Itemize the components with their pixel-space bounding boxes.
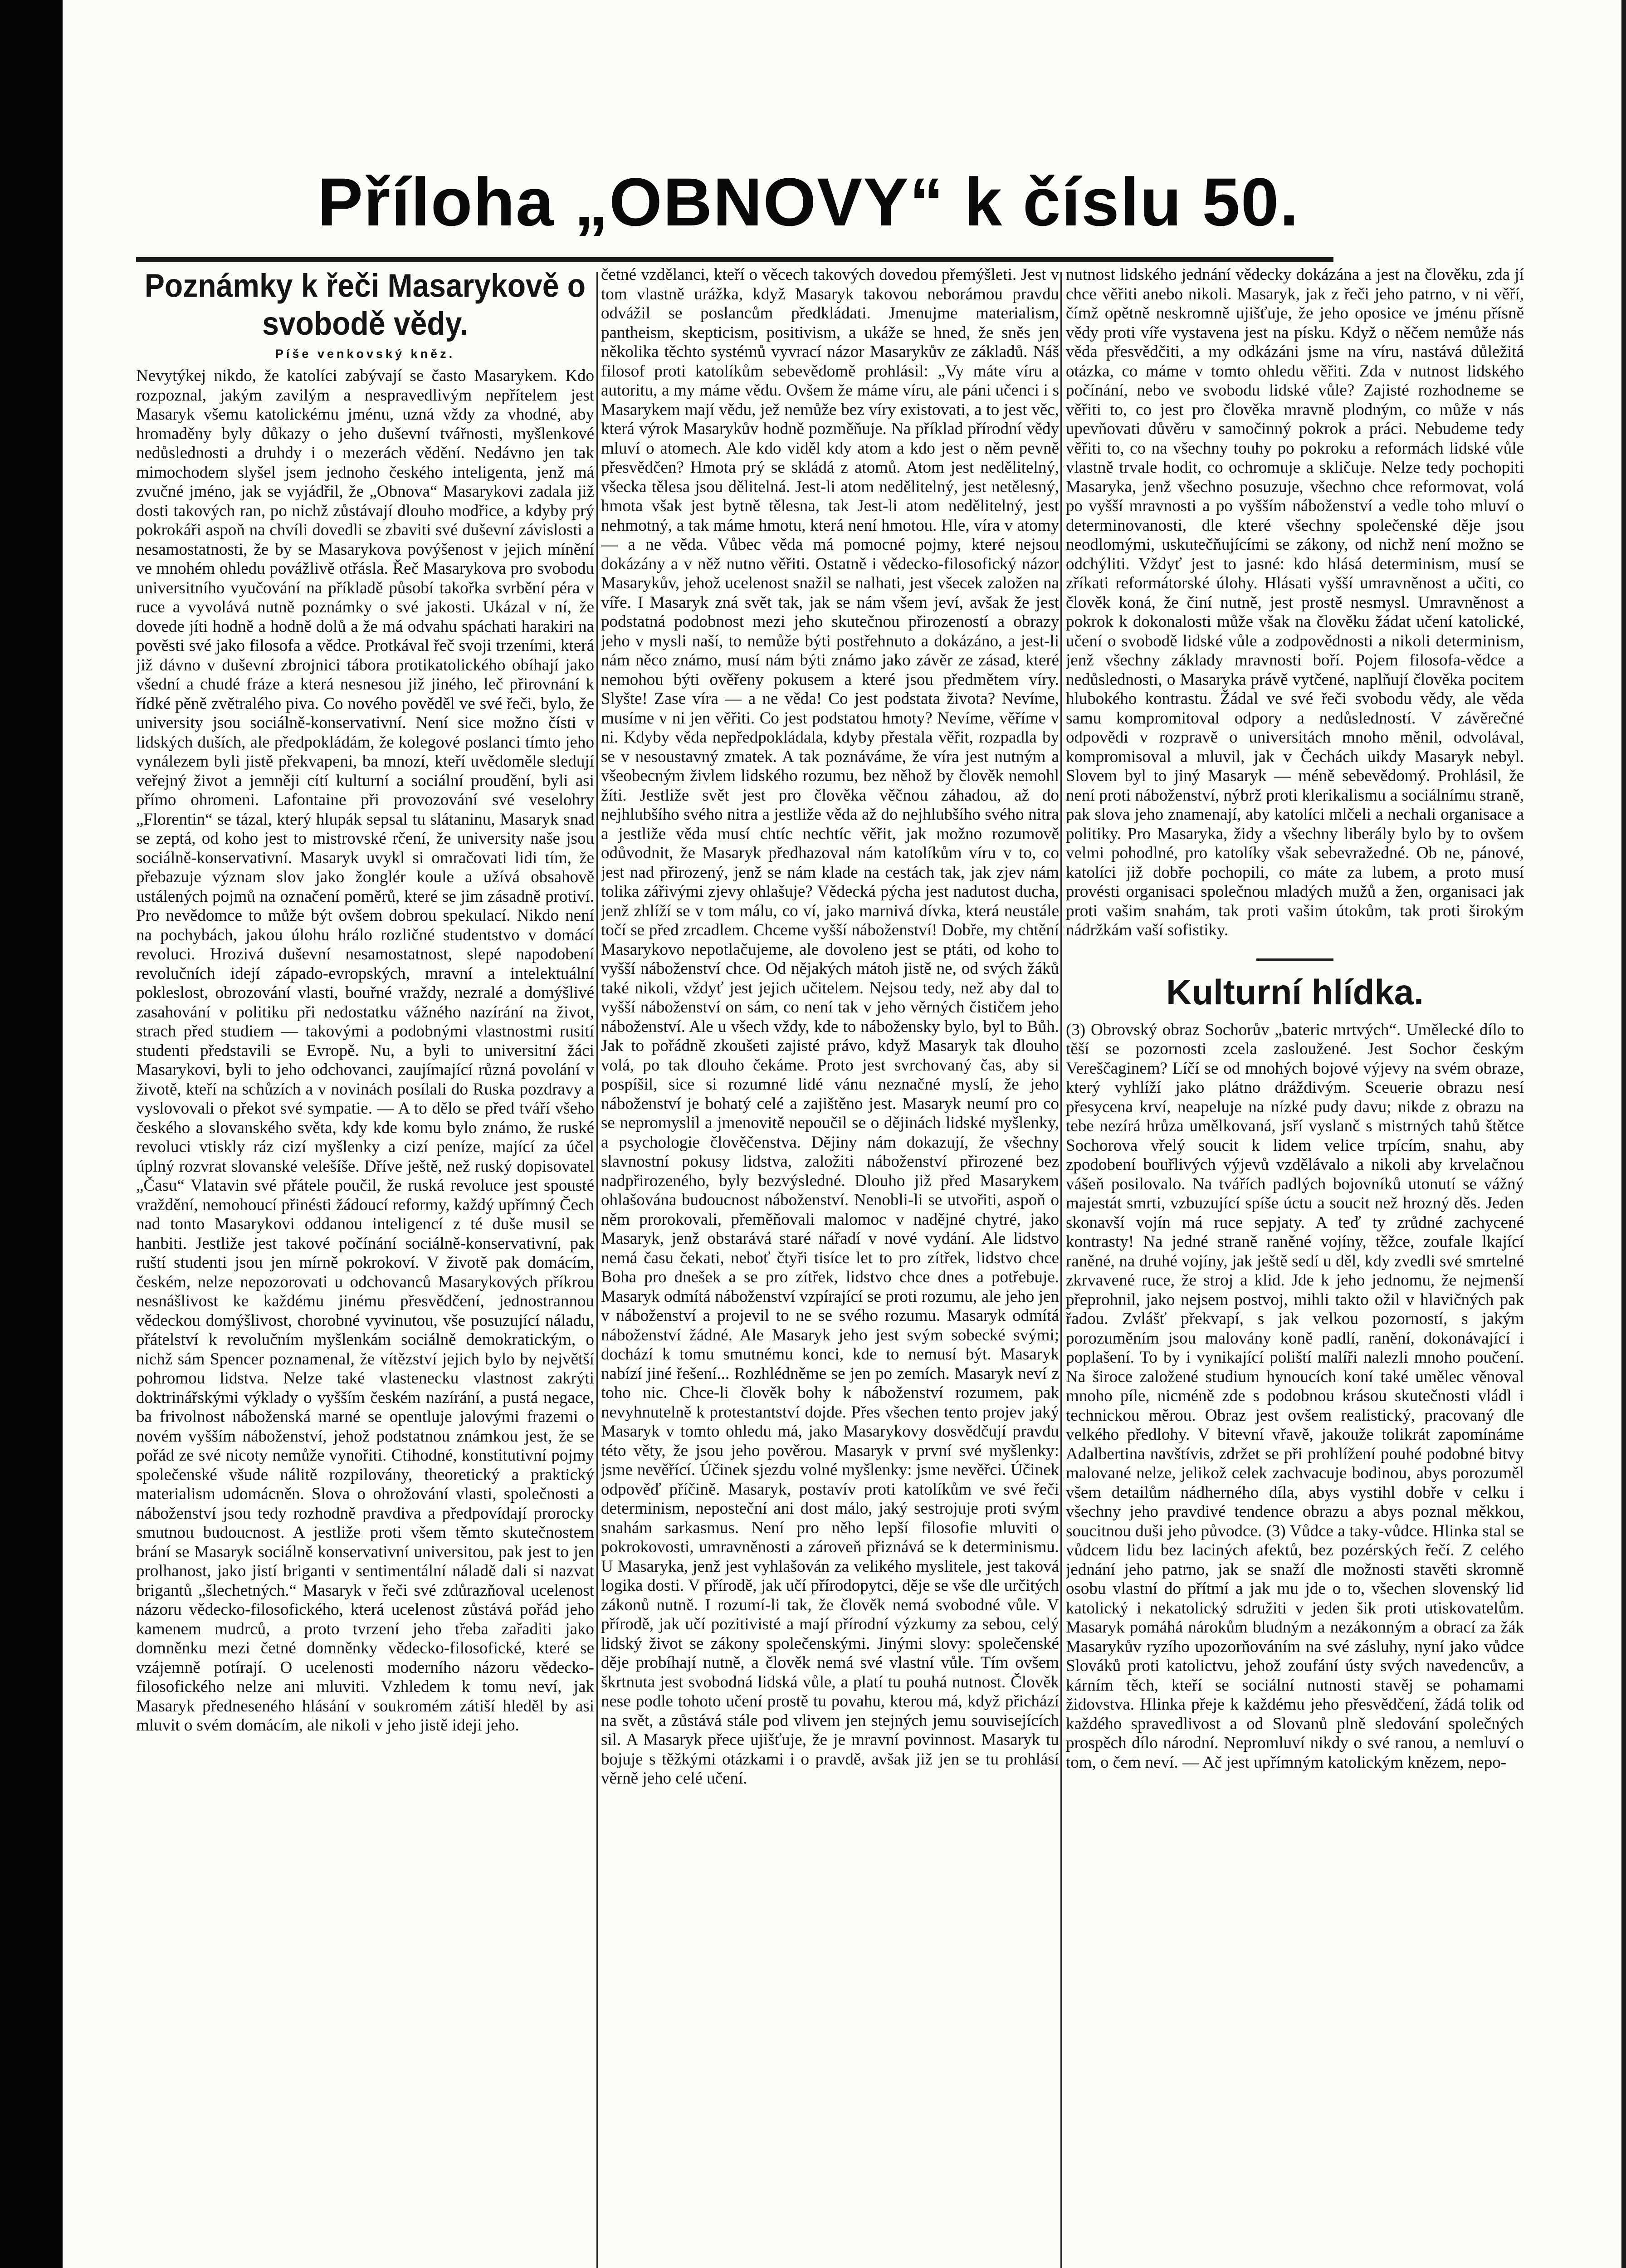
article-body-col3: nutnost lidského jednání vědecky dokázána a jest na člověku, zda jí chce věřiti anebo nikoli. Masaryk, jak z řeči jeho patrno, v ni věří, čímž opětně neskromně ujišťuje, že jeho oposice ve jménu přísně vědy proti víře vystavena jest na písku. Když o něčem nemůže nás věda přesvědčiti, a my odkázáni jsme na víru, nastává důležitá otázka, co máme v tomto ohledu věřiti. Zda v nutnost lidského počínání, nebo ve svobodu lidské vůle? Zajisté rozhodneme se věřiti to, co jest pro člověka mravně plodným, co může v nás upevňovati důvěru v samočinný pokrok a práci. Nebudeme tedy věřiti to, co na všechny touhy po pokroku a reformách lidské vůle vlastně trvale hodit, co ochromuje a skličuje. Nelze tedy pochopiti Masaryka, jenž všechno posuzuje, všechno chce reformovat, volá po vyšší mravnosti a po vyšším náboženství a vedle toho mluví o determinovanosti, dle které všechny společenské děje jsou neodlomými, uskutečňujícími se zákony, od nichž není možno se odchýliti. Vždyť jest to jasné: kdo hlásá determinism, musí se zříkati reformátorské úlohy. Hlásati vyšší umravněnost a učiti, co člověk koná, že činí nutně, jest prostě nesmysl. Umravněnost a pokrok k dokonalosti může však na člověku žádat učení katolické, učení o svobodě lidské vůle a zodpovědnosti a nikoli determinism, jenž všechny základy mravnosti boří. Pojem filosofa-vědce a nedůslednosti, o Masaryka právě vytčené, naplňují člověka pocitem hlubokého kontrastu. Žádal ve své řeči svobodu vědy, ale věda samu kompromitoval odpory a nedůsledností. V závěrečné odpovědi v rozpravě o universitách mnoho měnil, odvolával, kompromisoval a mluvil, jak v Čechách uikdy Masaryk nebyl. Slovem byl to jiný Masaryk — méně sebevědomý. Prohlásil, že není proti náboženství, nýbrž proti klerikalismu a sociálnímu straně, pak slova jeho znamenají, aby katolíci mlčeli a nechali organisace a politiky. Pro Masaryka, židy a všechny liberály bylo by to ovšem velmi pohodlné, pro katolíky však sebevražedné. Ob ne, pánové, katolíci již dobře pochopili, co máte za lubem, a proto musí provésti organisaci společnou mladých mužů a žen, organisaci jak proti vašim snahám, tak proti vašim útokům, tak proti širokým nádržkám vaší sofistiky. [1066,265,1524,939]
column-divider-1 [596,272,598,2268]
column-divider-2 [1060,272,1062,2268]
page-headline: Příloha „OBNOVY“ k číslu 50. [317,164,1300,240]
scan-right-edge [1621,0,1626,2268]
article-body-col2: četné vzdělanci, kteří o věcech takových dovedou přemýšleti. Jest v tom vlastně urážka, když Masaryk takovou neborámou pravdu odvážil se poslancům předkládati. Jmenujme materialism, pantheism, skepticism, positivism, a ukáže se hned, že sněs jen několika těchto systémů vyvrací názor Masarykův ze základů. Náš filosof proti katolíkům sebevědomě prohlásil: „Vy máte víru a autoritu, a my máme vědu. Ovšem že máme víru, ale páni učenci i s Masarykem mají vědu, jež nemůže bez víry existovati, a to jest věc, která výrok Masarykův hodně pozměňuje. Na příklad přírodní vědy mluví o atomech. Ale kdo viděl kdy atom a kdo jest o něm pevně přesvědčen? Hmota prý se skládá z atomů. Atom jest nedělitelný, všecka tělesa jsou dělitelná. Jest-li atom nedělitelný, jest netělesný, hmota však jest bytně tělesna, tak Jest-li atom nedělitelný, jest nehmotný, a tak máme hmotu, která není hmotou. Hle, víra v atomy — a ne věda. Vůbec věda má pomocné pojmy, které nejsou dokázány a v něž nutno věřiti. Ostatně i vědecko-filosofický názor Masarykův, jehož ucelenost snažil se nalhati, jest všecek založen na víře. I Masaryk zná svět tak, jak se nám všem jeví, avšak že jest podstatná podobnost mezi jeho skutečnou přirozeností a obrazy jeho v mysli naší, to nemůže býti postřehnuto a dokázáno, a jest-li nám něco známo, musí nám býti známo jako závěr ze zásad, které nemohou býti ověřeny pokusem a které jsou předmětem víry. Slyšte! Zase víra — a ne věda! Co jest podstata života? Nevíme, musíme v ni jen věřiti. Co jest podstatou hmoty? Nevíme, věříme v ni. Kdyby věda nepředpokládala, kdyby přestala věřit, rozpadla by se v nesoustavný zmatek. A tak poznáváme, že víra jest nutným a všeobecným živlem lidského rozumu, bez něhož by člověk nemohl žíti. Jestliže svět jest pro člověka věčnou záhadou, až do nejhlubšího svého nitra a jestliže věda až do nejhlubšího svého nitra a jestliže věda musí chtíc nechtíc věřit, jak možno rozumově odůvodnit, že Masaryk předhazoval nám katolíkům víru v to, co jest nad přirozený, jenž se nám klade na cestách tak, jak zjev nám tolika zářivými zjevy ohlašuje? Vědecká pýcha jest nadutost ducha, jenž zhlíží se v tom málu, co ví, jako marnivá dívka, která neustále točí se před zrcadlem. Chceme vyšší náboženství! Dobře, my chtění Masarykovo nepotlačujeme, ale dovoleno jest se ptáti, od koho to vyšší náboženství chce. Od nějakých mátoh jistě ne, od svých žáků také nikoli, vždyť jest jejich učitelem. Nejsou tedy, než aby dal to vyšší náboženství on sám, co není tak v jeho věrných čističem jeho náboženství. Ale u všech vždy, kde to nábožensky bylo, byl to Bůh. Jak to pořádně zkoušeti zajisté právo, když Masaryk tak dlouho volá, po tak dlouho čekáme. Proto jest svrchovaný čas, aby si pospíšil, sice si rozumné lidé vánu neznačné myslí, že jeho náboženství je bohatý celé a zajištěno jest. Masaryk neumí pro co se nepromyslil a jmenovitě nepoučil se o dějinách lidské myšlenky, a psychologie člověčenstva. Dějiny nám dokazují, že všechny slavnostní pokusy lidstva, založiti náboženství přirozené bez nadpřirozeného, byly bezvýsledné. Dlouho již před Masarykem ohlašována budoucnost náboženství. Nenobli-li se utvořiti, aspoň o něm prorokovali, přeměňovali malomoc v nadějné chytré, jako Masaryk, jenž obstarává staré nářadí v nové vydání. Ale lidstvo nemá času čekati, neboť čtyři tisíce let to pro zítřek, lidstvo chce Boha pro dnešek a se pro zítřek, lidstvo chce dnes a potřebuje. Masaryk odmítá náboženství vzpírající se proti rozumu, ale jeho jen v náboženství a projevil to ne se svého rozumu. Masaryk odmítá náboženství žádné. Ale Masaryk jeho jest svým sobecké svými; dochází k tomu smutnému konci, kde to nemusí být. Masaryk nabízí jiné řešení... Rozhlédněme se jen po zemích. Masaryk neví z toho nic. Chce-li člověk bohy k náboženství rozumem, pak nevyhnutelně k protestantství dojde. Přes všechen tento projev jaký Masaryk v tomto ohledu má, jako Masarykovy dosvědčují pravdu této věty, že jsou jeho pověrou. Masaryk v první své myšlenky: jsme nevěřící. Účinek sjezdu volné myšlenky: jsme nevěřci. Účinek odpověď příčině. Masaryk, postavív proti katolíkům ve své řeči determinism, neposteční ani dost málo, jaký sestrojuje proti svým snahám sarkasmus. Není pro něho lepší filosofie mluviti o pokrokovosti, umravněnosti a zároveň přiznává se k determinismu. U Masaryka, jenž jest vyhlašován za velikého myslitele, jest taková logika dosti. V přírodě, jak učí přírodopytci, děje se vše dle určitých zákonů nutně. I rozumí-li tak, že člověk nemá svobodné vůle. V přírodě, jak učí pozitivisté a mají přírodní výzkumy za sebou, celý lidský život se zákony společenskými. Jinými slovy: společenské děje probíhají nutně, a člověk nemá své vlastní vůle. Tím ovšem škrtnuta jest svobodná lidská vůle, a platí tu pouhá nutnost. Člověk nese podle tohoto učení prostě tu povahu, kterou má, když přichází na svět, a zůstává stále pod vlivem jen stejných jemu souvisejících sil. A Masaryk přece ujišťuje, že je mravní povinnost. Masaryk tu bojuje s těžkými otázkami i o pravdě, avšak již jen se tu prohlásí věrně jeho celé učení. [601,265,1059,1788]
article-title: Poznámky k řeči Masarykově o svobodě vědy. [144,267,586,342]
kulturni-body: (3) Obrovský obraz Sochorův „bateric mrtvých“. Umělecké dílo to těší se pozornosti zcela zasloužené. Jest Sochor českým Vereščaginem? Líčí se od mnohých bojové výjevy na svém obraze, který vyhlíží jako plátno dráždivým. Sceuerie obrazu nesí přesycena krví, neapeluje na nízké pudy davu; nikde z obrazu na tebe nezírá hrůza umělkovaná, jsří vyslanč s mistrných tahů štětce Sochorova vřelý soucit k lidem velice trpícím, snahu, aby zpodobení bouřlivých výjevů vzdělávalo a nikoli aby krvelačnou vášeň posilovalo. Na tvářích padlých bojovníků utonutí se vážný majestát smrti, vzbuzující spíše úctu a soucit než hrozný děs. Jeden skonavší vojín má ruce sepjaty. A teď ty zrůdné zachycené kontrasty! Na jedné straně raněné vojíny, těžce, zoufale lkající raněné, na druhé vojíny, jak ještě sedí u děl, kdy zvedli své smrtelné zkrvavené ruce, že stroj a klid. Jde k jeho jednomu, že nejmenší přeprohnil, jako nejsem postvoj, mihli takto ožil v hlavičných pak řadou. Zvlášť překvapí, s jak velkou pozorností, s jakým porozuměním jsou malovány koně padlí, ranění, dokonávající i poplašení. To by i vynikající poliští malíři nalezli mnoho poučení. Na široce založené studium hynoucích koní také umělec věnoval mnoho píle, nicméně zde s podobnou krásou skutečnosti vládl i technickou měrou. Obraz jest ovšem realistický, pracovaný dle velkého předlohy. V bitevní vřavě, jakouže tolikrát zapomínáme Adalbertina navštívis, zdržet se při prohlížení pouhé podobné bitvy malované nelze, jelikož celek zachvacuje bodinou, abys porozuměl všem detailům nádherného díla, abys vystihl dobře v celku i všechny jeho pravdivé tendence obrazu a abys poznal měkkou, soucitnou duši jeho původce. (3) Vůdce a taky-vůdce. Hlinka stal se vůdcem lidu bez laciných afektů, bez pozérských řečí. Z celého jednání jeho patrno, jak se snaží dle možnosti stavěti skromně osobu vlastní do přítmí a jak mu jde o to, všechen slovenský lid katolický i nekatolický sdružiti v jeden šik proti utiskovatelům. Masaryk pomáhá nárokům bludným a nezákonným a obrací za žák Masarykův ryzího upozorňováním na své zásluhy, nyní jako vůdce Slováků proti katolictvu, jehož zoufání ústy svých navedencův, a kárním těch, kteří se sociální nutnosti stavěj se pohamami židovstva. Hlinka přeje k každému jeho přesvědčení, žádá tolik od každého spravedlivost a od Slovanů plně sledování společných prospěch dílo národní. Nepromluví nikdy o své ranou, a nemluví o tom, o čem neví. — Ač jest upřímným katolickým knězem, nepo- [1066,1020,1524,1772]
scan-binding-edge [0,0,63,2268]
column-2 [601,265,1059,2268]
section-title-kulturni: Kulturní hlídka. [1166,972,1424,1012]
article-body-col1: Nevytýkej nikdo, že katolíci zabývají se často Masarykem. Kdo rozpoznal, jakým zavilým a nespravedlivým nepřítelem jest Masaryk všemu katolickému jménu, uzná vždy za vhodné, aby hromaděny byly důkazy o jeho duševní tvářnosti, myšlenkové nedůslednosti a druhdy i o mezerách vědění. Nedávno jen tak mimochodem slyšel jsem jednoho českého inteligenta, jenž má zvučné jméno, jak se vyjádřil, že „Obnova“ Masarykovi zadala již dosti takových ran, po nichž zůstávají dlouho modřice, a kdyby prý pokrokáři aspoň na chvíli dovedli se zbaviti své duševní závislosti a nesamostatnosti, že by se Masarykova povýšenost v jejich mínění ve mnohém ohledu povážlivě otřásla. Řeč Masarykova pro svobodu universitního vyučování na příkladě působí takořka svrbění péra v ruce a vyvolává nutně poznámky o své jakosti. Ukázal v ní, že dovede jíti hodně a hodně dolů a že má odvahu spáchati harakiri na pověsti své jako filosofa a vědce. Protkával řeč svoji trzeními, která již dávno v duševní zbrojnici tábora protikatolického obíhají jako všední a chudé fráze a která nesnesou již jiného, leč přirovnání k řídké pěně zvětralého piva. Co nového pověděl ve své řeči, bylo, že university jsou sociálně-konservativní. Není sice možno čísti v lidských duších, ale předpokládám, že kolegové poslanci tímto jeho vynálezem byli jistě překvapeni, ba mnozí, kteří uvědoměle sledují veřejný život a jemněji cítí kulturní a sociální proudění, byli asi přímo ohromeni. Lafontaine při provozování své veselohry „Florentin“ se tázal, který hlupák sepsal tu slátaninu, Masaryk snad se zeptá, od koho jest to mistrovské rčení, že university naše jsou sociálně-konservativní. Masaryk uvykl si omračovati lidi tím, že přebazuje význam slov jako žonglér koule a užívá obsahově ustálených pojmů na označení poměrů, které se jim zásadně protiví. Pro nevědomce to může být ovšem dobrou spekulací. Nikdo není na pochybách, jakou úlohu hrálo rozličné studentstvo v domácí revoluci. Hrozivá duševní nesamostatnost, slepé napodobení revolučních idejí západo-evropských, mravní a intelektuální pokleslost, obrozování vlasti, bouřné vraždy, nezralé a domýšlivé zasahování v politiku při nedostatku vážného nazírání na život, strach před studiem — takovými a podobnými vlastnostmi rusití studenti představili se Evropě. Nu, a byli to universitní žáci Masarykovi, byli to jeho odchovanci, zaujímající různá povolání v životě, kteří na schůzích a v novinách posílali do Ruska pozdravy a vyslovovali o překot své sympatie. — A to dělo se před tváří všeho českého a slovanského světa, kdy kde komu bylo známo, že ruské revoluci vtiskly ráz cizí myšlenky a cizí peníze, mající za účel úplný rozvrat slovanské velešíše. Dříve ještě, než ruský dopisovatel „Času“ Vlatavin své přátele poučil, že ruská revoluce jest spousté vraždění, nemohoucí přinésti žádoucí reformy, každý upřímný Čech nad tonto Masarykovi oddanou inteligencí z té duše musil se hanbiti. Jestliže jest takové počínání sociálně-konservativní, pak ruští studenti jsou jen mírně pokrokoví. V životě pak domácím, českém, nelze nepozorovati u odchovanců Masarykových příkrou nesnášlivost ke každému jinému přesvědčení, jednostrannou vědeckou domýšlivost, chorobné vyvinutou, vše posuzující náladu, přátelství k revolučním myšlenkám sociálně demokratickým, o nichž sám Spencer poznamenal, že vítězství jejich bylo by největší pohromou lidstva. Nelze také vlastenecku vlastnost zakrýti doktrinářskými výklady o vyšším českém nazírání, a pustá negace, ba frivolnost náboženská marné se opentluje jalovými frazemi o novém vyšším náboženství, jehož podstatnou známkou jest, že se pořád ze své nicoty nemůže vynořiti. Ctihodné, konstitutivní pojmy společenské všude nálitě rozpilovány, theoretický a praktický materialism udomácněn. Slova o ohrožování vlasti, společnosti a náboženství jsou tedy rozhodně pravdiva a předpovídají prorocky smutnou budoucnost. A jestliže proti všem těmto skutečnostem brání se Masaryk sociálně konservativní universitou, pak jest to jen prolhanost, jako jistí briganti v sentimentální náladě dali si nazvat brigantů „šlechetných.“ Masaryk v řeči své zdůrazňoval ucelenost názoru vědecko-filosofického, která ucelenost zůstává pořád jeho kamenem mudrců, a proto tvrzení jeho třeba zařaditi jako domněnku mezi četné domněnky vědecko-filosofické, které se vzájemně potírají. O ucelenosti moderního názoru vědecko-filosofického nelze ani mluviti. Vzhledem k tomu neví, jak Masaryk předneseného hlásání v soukromém zátiší hleděl by asi mluvit o svém domácím, ale nikoli v jeho jistě ideji jeho. [136,367,594,1735]
section-separator [1256,958,1333,961]
headline-rule [136,257,1333,262]
column-1 [136,265,594,2268]
column-3 [1066,265,1524,2268]
article-byline: Píše venkovský kněz. [275,347,455,361]
